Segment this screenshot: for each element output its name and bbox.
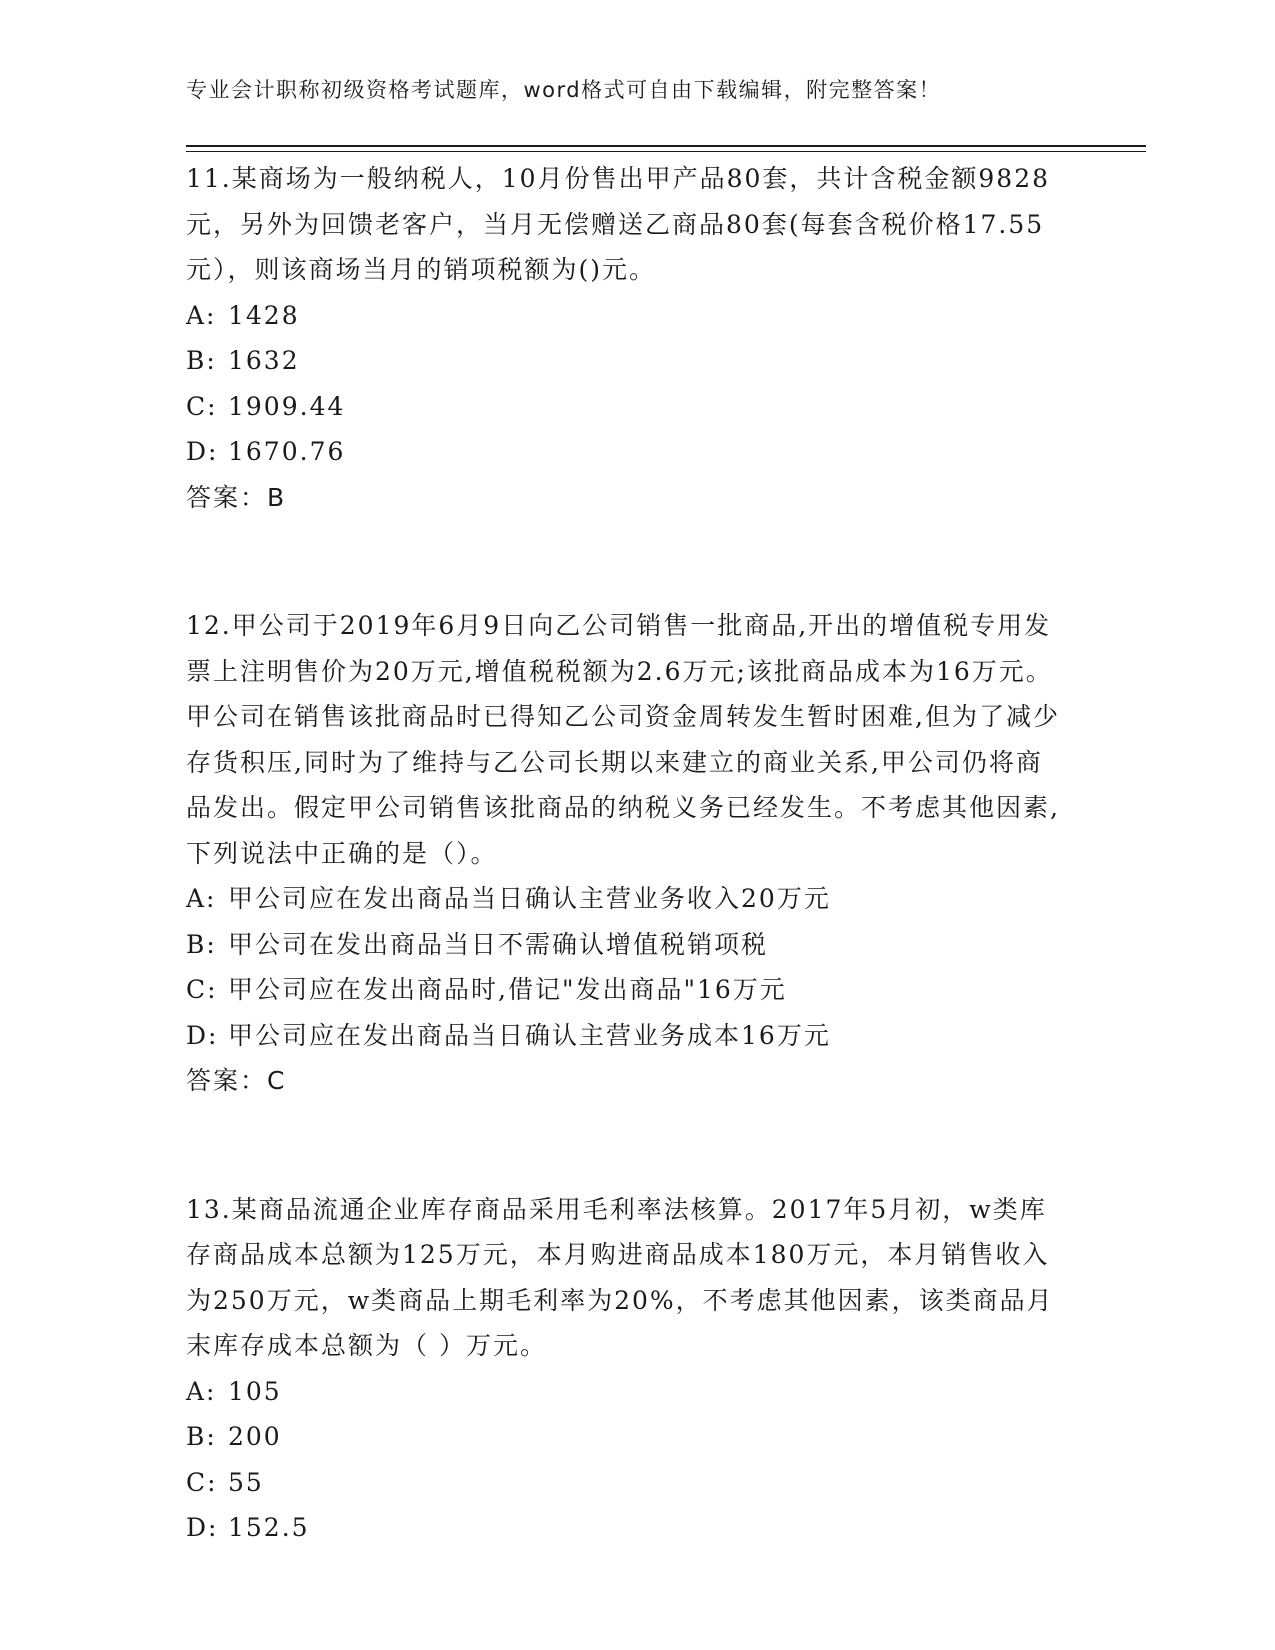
option-letter: A: [186, 884, 217, 913]
option-text: 200 [228, 1422, 282, 1451]
option-letter: D: [186, 1020, 219, 1050]
option-a [186, 876, 1066, 922]
option-letter: B: [186, 346, 217, 375]
option-letter: B: [186, 1422, 217, 1451]
page-header: 专业会计职称初级资格考试题库，word格式可自由下载编辑，附完整答案！ [186, 78, 942, 102]
option-d [186, 1505, 1066, 1551]
option-text: 55 [228, 1467, 264, 1497]
option-a [186, 293, 1066, 339]
option-text: 甲公司应在发出商品当日确认主营业务成本16万元 [228, 1020, 831, 1050]
option-text: 1632 [228, 346, 300, 375]
answer-text: 答案：C [186, 1066, 287, 1095]
answer-text: 答案：B [186, 482, 287, 512]
option-text: 甲公司应在发出商品当日确认主营业务收入20万元 [228, 884, 831, 913]
question-text: 11.某商场为一般纳税人，10月份售出甲产品80套，共计含税金额9828元，另外为回馈老客户，当月无偿赠送乙商品80套(每套含税价格17.55元），则该商场当月的销项税额为()元。 [186, 164, 1051, 284]
option-d [186, 1013, 1066, 1059]
question-text: 13.某商品流通企业库存商品采用毛利率法核算。2017年5月初，w类库存商品成本总额为125万元，本月购进商品成本180万元，本月销售收入为250万元，w类商品上期毛利率为20%，不考虑其他因素，该类商品月末库存成本总额为（ ）万元。 [186, 1194, 1054, 1360]
option-b [186, 338, 1066, 384]
option-letter: D: [186, 1513, 219, 1542]
option-c [186, 967, 1066, 1013]
option-a [186, 1369, 1066, 1415]
option-letter: C: [186, 975, 218, 1004]
option-text: 1428 [228, 300, 300, 330]
option-text: 1670.76 [228, 437, 346, 466]
question-11 [186, 156, 1066, 520]
option-letter: C: [186, 391, 218, 421]
option-c [186, 1460, 1066, 1506]
question-12 [186, 603, 1066, 1104]
option-text: 105 [228, 1376, 282, 1406]
question-list [186, 156, 1066, 1551]
option-text: 1909.44 [228, 391, 346, 421]
option-letter: B: [186, 929, 217, 959]
option-text: 甲公司在发出商品当日不需确认增值税销项税 [228, 929, 769, 959]
option-letter: D: [186, 437, 219, 466]
option-c [186, 384, 1066, 430]
option-letter: A: [186, 300, 217, 330]
question-13 [186, 1187, 1066, 1551]
option-text: 甲公司应在发出商品时,借记"发出商品"16万元 [228, 975, 787, 1004]
question-text: 12.甲公司于2019年6月9日向乙公司销售一批商品,开出的增值税专用发票上注明售价为20万元,增值税税额为2.6万元;该批商品成本为16万元。甲公司在销售该批商品时已得知乙公司资金周转发生暂时困难,但为了减少存货积压,同时为了维持与乙公司长期以来建立的商业关系,甲公司仍将商品发出。假定甲公司销售该批商品的纳税义务已经发生。不考虑其他因素,下列说法中正确的是（）。 [186, 611, 1060, 868]
option-b [186, 922, 1066, 968]
option-text: 152.5 [228, 1513, 310, 1542]
option-d [186, 429, 1066, 475]
header-divider [186, 145, 1146, 152]
option-letter: A: [186, 1376, 217, 1406]
question-spacer [186, 1104, 1066, 1187]
option-letter: C: [186, 1467, 218, 1497]
question-spacer [186, 520, 1066, 603]
option-b [186, 1414, 1066, 1460]
